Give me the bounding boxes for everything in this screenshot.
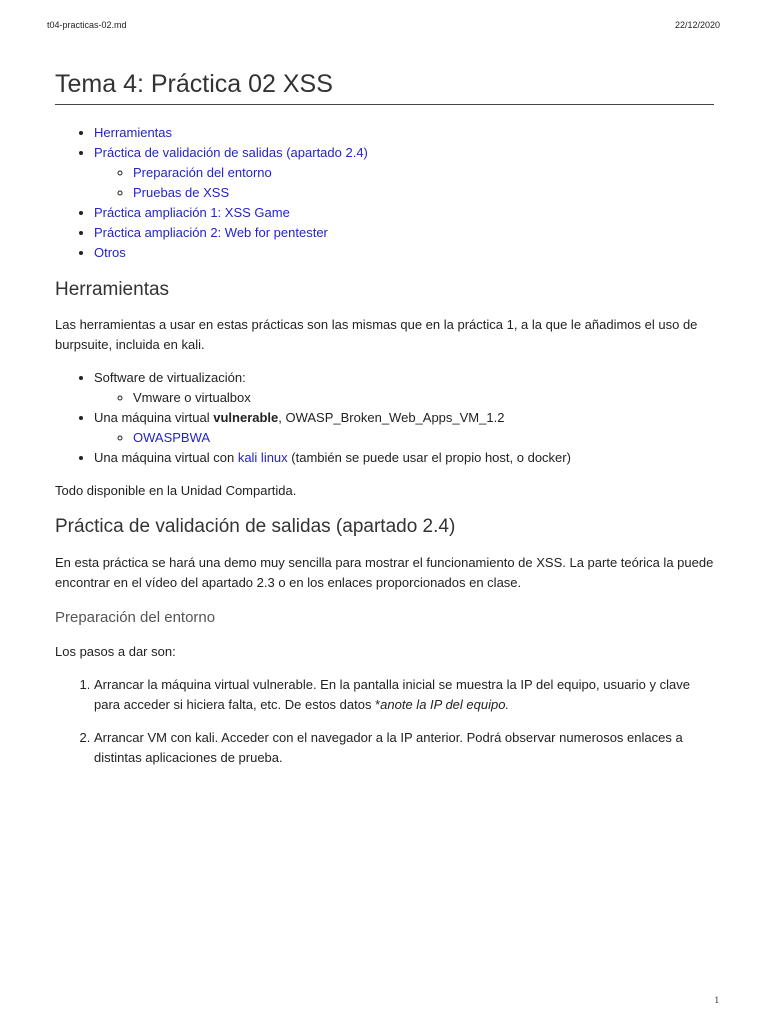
toc-item-validacion [94,143,714,203]
subsection-heading-preparacion: Preparación del entorno [55,609,216,626]
tools-sublist [94,428,714,448]
owaspbwa-link[interactable]: OWASPBWA [133,430,211,445]
tools-sublist [94,388,714,408]
tools-item-kali-vm [94,448,714,468]
tools-item-label: Software de virtualización: [94,370,246,385]
section-heading-herramientas: Herramientas [55,279,170,300]
step-text: Arrancar la máquina virtual vulnerable. En la pantalla inicial se muestra la IP del equipo, usuario y clave para acceder si hiciera falta, etc. De estos datos * [94,677,690,712]
table-of-contents [55,123,714,263]
header-date: 22/12/2020 [674,20,720,30]
step-italic-text: anote la IP del equipo. [380,697,510,712]
tools-list [55,368,714,468]
page-title: Tema 4: Práctica 02 XSS [55,64,714,105]
document-body [55,64,714,768]
toc-sublist [94,163,714,203]
validacion-intro: En esta práctica se hará una demo muy sencilla para mostrar el funcionamiento de XSS. La parte teórica la puede encontrar en el vídeo del apartado 2.3 o en los enlaces proporcionados en clase. [55,555,714,590]
tools-item-prefix: Una máquina virtual con [94,450,238,465]
tools-item-suffix: , OWASP_Broken_Web_Apps_VM_1.2 [278,410,505,425]
herramientas-intro: Las herramientas a usar en estas prácticas son las mismas que en la práctica 1, a la que le añadimos el uso de burpsuite, incluida en kali. [55,317,698,352]
toc-item-pruebas-xss [133,183,714,203]
toc-link-pruebas-xss[interactable]: Pruebas de XSS [133,185,230,200]
toc-link-ampliacion-1[interactable]: Práctica ampliación 1: XSS Game [94,205,290,220]
toc-item-preparacion [133,163,714,183]
toc-item-ampliacion-2 [94,223,714,243]
toc-item-herramientas [94,123,714,143]
section-heading-validacion: Práctica de validación de salidas (apartado 2.4) [55,516,456,537]
step-text: Arrancar VM con kali. Acceder con el navegador a la IP anterior. Podrá observar numerosos enlaces a distintas aplicaciones de prueba. [94,730,683,765]
tools-subitem-label: Vmware o virtualbox [133,390,251,405]
header-filename: t04-practicas-02.md [47,20,127,30]
toc-item-ampliacion-1 [94,203,714,223]
tools-item-prefix: Una máquina virtual [94,410,214,425]
kali-linux-link[interactable]: kali linux [237,450,288,465]
tools-subitem-owaspbwa [133,428,714,448]
tools-subitem-vmware [133,388,714,408]
tools-item-bold: vulnerable [213,410,279,425]
print-header [47,19,720,31]
page-number: 1 [714,995,719,1005]
toc-item-otros [94,243,714,263]
toc-link-ampliacion-2[interactable]: Práctica ampliación 2: Web for pentester [94,225,328,240]
herramientas-outro: Todo disponible en la Unidad Compartida. [55,483,297,498]
step-item-2 [94,728,714,768]
toc-link-validacion[interactable]: Práctica de validación de salidas (apartado 2.4) [94,145,368,160]
toc-link-otros[interactable]: Otros [94,245,126,260]
tools-item-suffix: (también se puede usar el propio host, o docker) [287,450,571,465]
tools-item-virtualizacion [94,368,714,408]
step-item-1 [94,675,714,715]
tools-item-vulnerable-vm [94,408,714,448]
toc-link-preparacion[interactable]: Preparación del entorno [133,165,272,180]
steps-intro: Los pasos a dar son: [55,644,176,659]
steps-list [55,675,714,768]
toc-link-herramientas[interactable]: Herramientas [94,125,173,140]
